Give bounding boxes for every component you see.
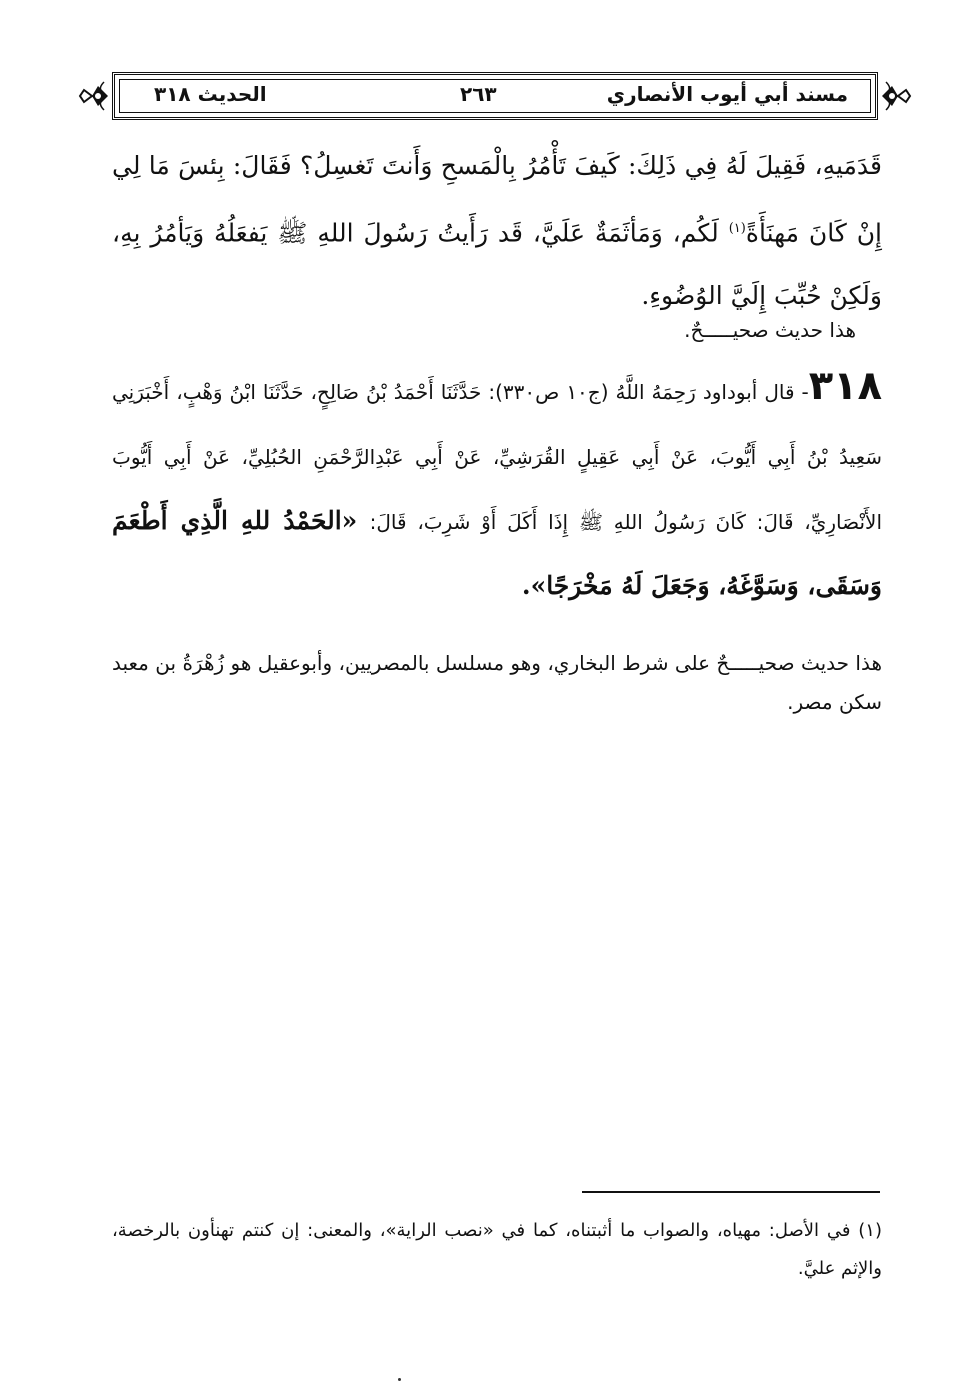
paragraph1-text: قَدَمَيهِ، فَقِيلَ لَهُ فِي ذَلِكَ: كَيفَ تَأْمُرُ بِالْمَسحِ وَأَنتَ تَغسِلُ؟ فَقَالَ: بِئسَ مَا لِي إِنْ كَانَ مَهنَأَةً xyxy=(112,151,883,248)
hadith-block xyxy=(112,355,882,617)
scholar-comment: هذا حديث صحيـــــحٌ على شرط البخاري، وهو مسلسل بالمصريين، وأبوعقيل هو زُهْرَةُ بن معبد سكن مصر. xyxy=(112,651,882,714)
right-ornament-icon xyxy=(878,76,912,116)
verdict-line: هذا حديث صحيـــــحٌ. xyxy=(684,318,856,342)
paragraph-continuation xyxy=(112,134,882,327)
footnote-marker[interactable]: (١) xyxy=(728,221,746,236)
speck xyxy=(398,1378,401,1381)
hadith-label: الحديث ٣١٨ xyxy=(154,82,267,106)
running-title: مسند أبي أيوب الأنصاري xyxy=(606,82,848,106)
footnote-1: (١) في الأصل: مهياه، والصواب ما أثبتناه، كما في «نصب الراية»، والمعنى: إن كنتم تهنأون بالرخصة، والإثم عليَّ. xyxy=(112,1220,882,1279)
hadith-number: ٣١٨ xyxy=(808,363,882,409)
paragraph1-rest: لَكُم، وَمَأثَمَةٌ عَلَيَّ، قَد رَأَيتُ رَسُولَ اللهِ ﷺ يَفعَلُهُ وَيَأمُرُ بِهِ، وَلَكِنْ حُبِّبَ إِلَيَّ الوُضُوءِ. xyxy=(112,218,882,311)
page-number: ٢٦٣ xyxy=(460,82,497,106)
hadith-matn: «الحَمْدُ للهِ الَّذِي أَطْعَمَ وَسَقَى، وَسَوَّغَهُ، وَجَعَلَ لَهُ مَخْرَجًا». xyxy=(112,506,882,600)
left-ornament-icon xyxy=(78,76,112,116)
footnote-separator xyxy=(582,1191,880,1193)
hadith-intro: - قال أبوداود رَحِمَهُ اللَّهُ (ج١٠ ص٣٣٠): حَدَّثَنَا أَحْمَدُ بْنُ صَالِحٍ، حَدَّثَنَا ابْنُ وَهْبٍ، أَخْبَرَنِي سَعِيدُ بْنُ أَبِي أَيُّوبَ، عَنْ أَبِي عَقِيلٍ القُرَشِيِّ، عَنْ أَبِي عَبْدِالرَّحْمَنِ الحُبُلِيِّ، عَنْ أَبِي أَيُّوبَ الأَنْصَارِيِّ، قَالَ: كَانَ رَسُولُ اللهِ ﷺ إِذَا أَكَلَ أَوْ شَرِبَ، قَالَ: xyxy=(112,380,882,534)
